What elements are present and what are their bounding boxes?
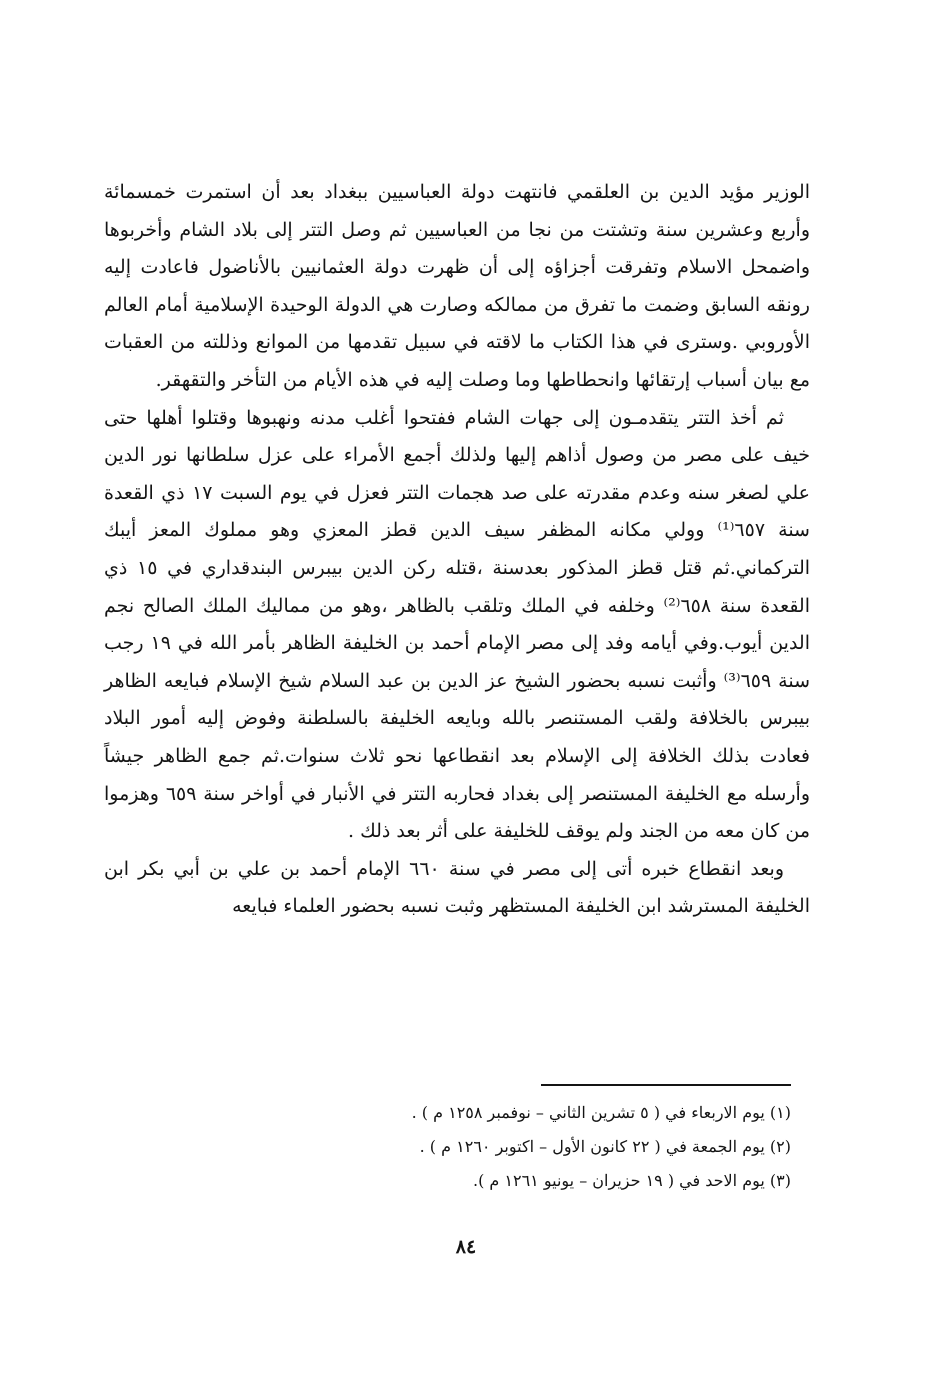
footnote-2: (٢) يوم الجمعة في ( ٢٢ كانون الأول – اكتوبر ١٢٦٠ م ) .: [419, 1137, 791, 1156]
footnote-1: (١) يوم الاربعاء في ( ٥ تشرين الثاني – نوفمبر ١٢٥٨ م ) .: [411, 1103, 791, 1122]
paragraph-3: وبعد انقطاع خبره أتى إلى مصر في سنة ٦٦٠ الإمام أحمد بن علي بن أبي بكر ابن الخليفة المسترشد ابن الخليفة المستظهر وثبت نسبه بحضور العلماء فبايعه: [104, 857, 810, 918]
paragraph-1: الوزير مؤيد الدين بن العلقمي فانتهت دولة العباسيين ببغداد بعد أن استمرت خمسمائة وأربع وعشرين سنة وتشتت من نجا من العباسيين ثم وصل التتر إلى بلاد الشام وأخربوها واضمحل الاسلام وتفرقت أجزاؤه إلى أن ظهرت دولة العثمانيين بالأناضول فاعادت إليه رونقه السابق وضمت ما تفرق من ممالكه وصارت هي الدولة الوحيدة الإسلامية أمام العالم الأوروبي .وسترى في هذا الكتاب ما لاقته في سبيل تقدمها من الموانع وذللته من العقبات مع بيان أسباب إرتقائها وانحطاطها وما وصلت إليه في هذه الأيام من التأخر والتقهقر.: [104, 181, 810, 391]
footnote-separator: [541, 1084, 791, 1086]
main-text: [104, 174, 810, 926]
footnotes: [191, 1096, 791, 1198]
page-number: ٨٤: [455, 1236, 477, 1258]
paragraph-2: ثم أخذ التتر يتقدمـون إلى جهات الشام ففتحوا أغلب مدنه ونهبوها وقتلوا أهلها حتى خيف على مصر من وصول أذاهم إليها ولذلك أجمع الأمراء على عزل سلطانها نور الدين علي لصغر سنه وعدم مقدرته على صد هجمات التتر فعزل في يوم السبت ١٧ ذي القعدة سنة ٦٥٧⁽¹⁾ وولي مكانه المظفر سيف الدين قطز المعزي وهو مملوك المعز أيبك التركماني.ثم قتل قطز المذكور بعدسنة ،قتله ركن الدين بيبرس البندقداري في ١٥ ذي القعدة سنة ٦٥٨⁽²⁾ وخلفه في الملك وتلقب بالظاهر ،وهو من مماليك الملك الصالح نجم الدين أيوب.وفي أيامه وفد إلى مصر الإمام أحمد بن الخليفة الظاهر بأمر الله في ١٩ رجب سنة ٦٥٩⁽³⁾ وأثبت نسبه بحضور الشيخ عز الدين بن عبد السلام شيخ الإسلام فبايعه الظاهر بيبرس بالخلافة ولقب المستنصر بالله وبايعه الخليفة بالسلطنة وفوض إليه أمور البلاد فعادت بذلك الخلافة إلى الإسلام بعد انقطاعها نحو ثلاث سنوات.ثم جمع الظاهر جيشاً وأرسله مع الخليفة المستنصر إلى بغداد فحاربه التتر في الأنبار في أواخر سنة ٦٥٩ وهزموا من كان معه من الجند ولم يوقف للخليفة على أثر بعد ذلك .: [104, 406, 811, 843]
footnote-3: (٣) يوم الاحد في ( ١٩ حزيران – يونيو ١٢٦١ م ).: [472, 1171, 791, 1190]
